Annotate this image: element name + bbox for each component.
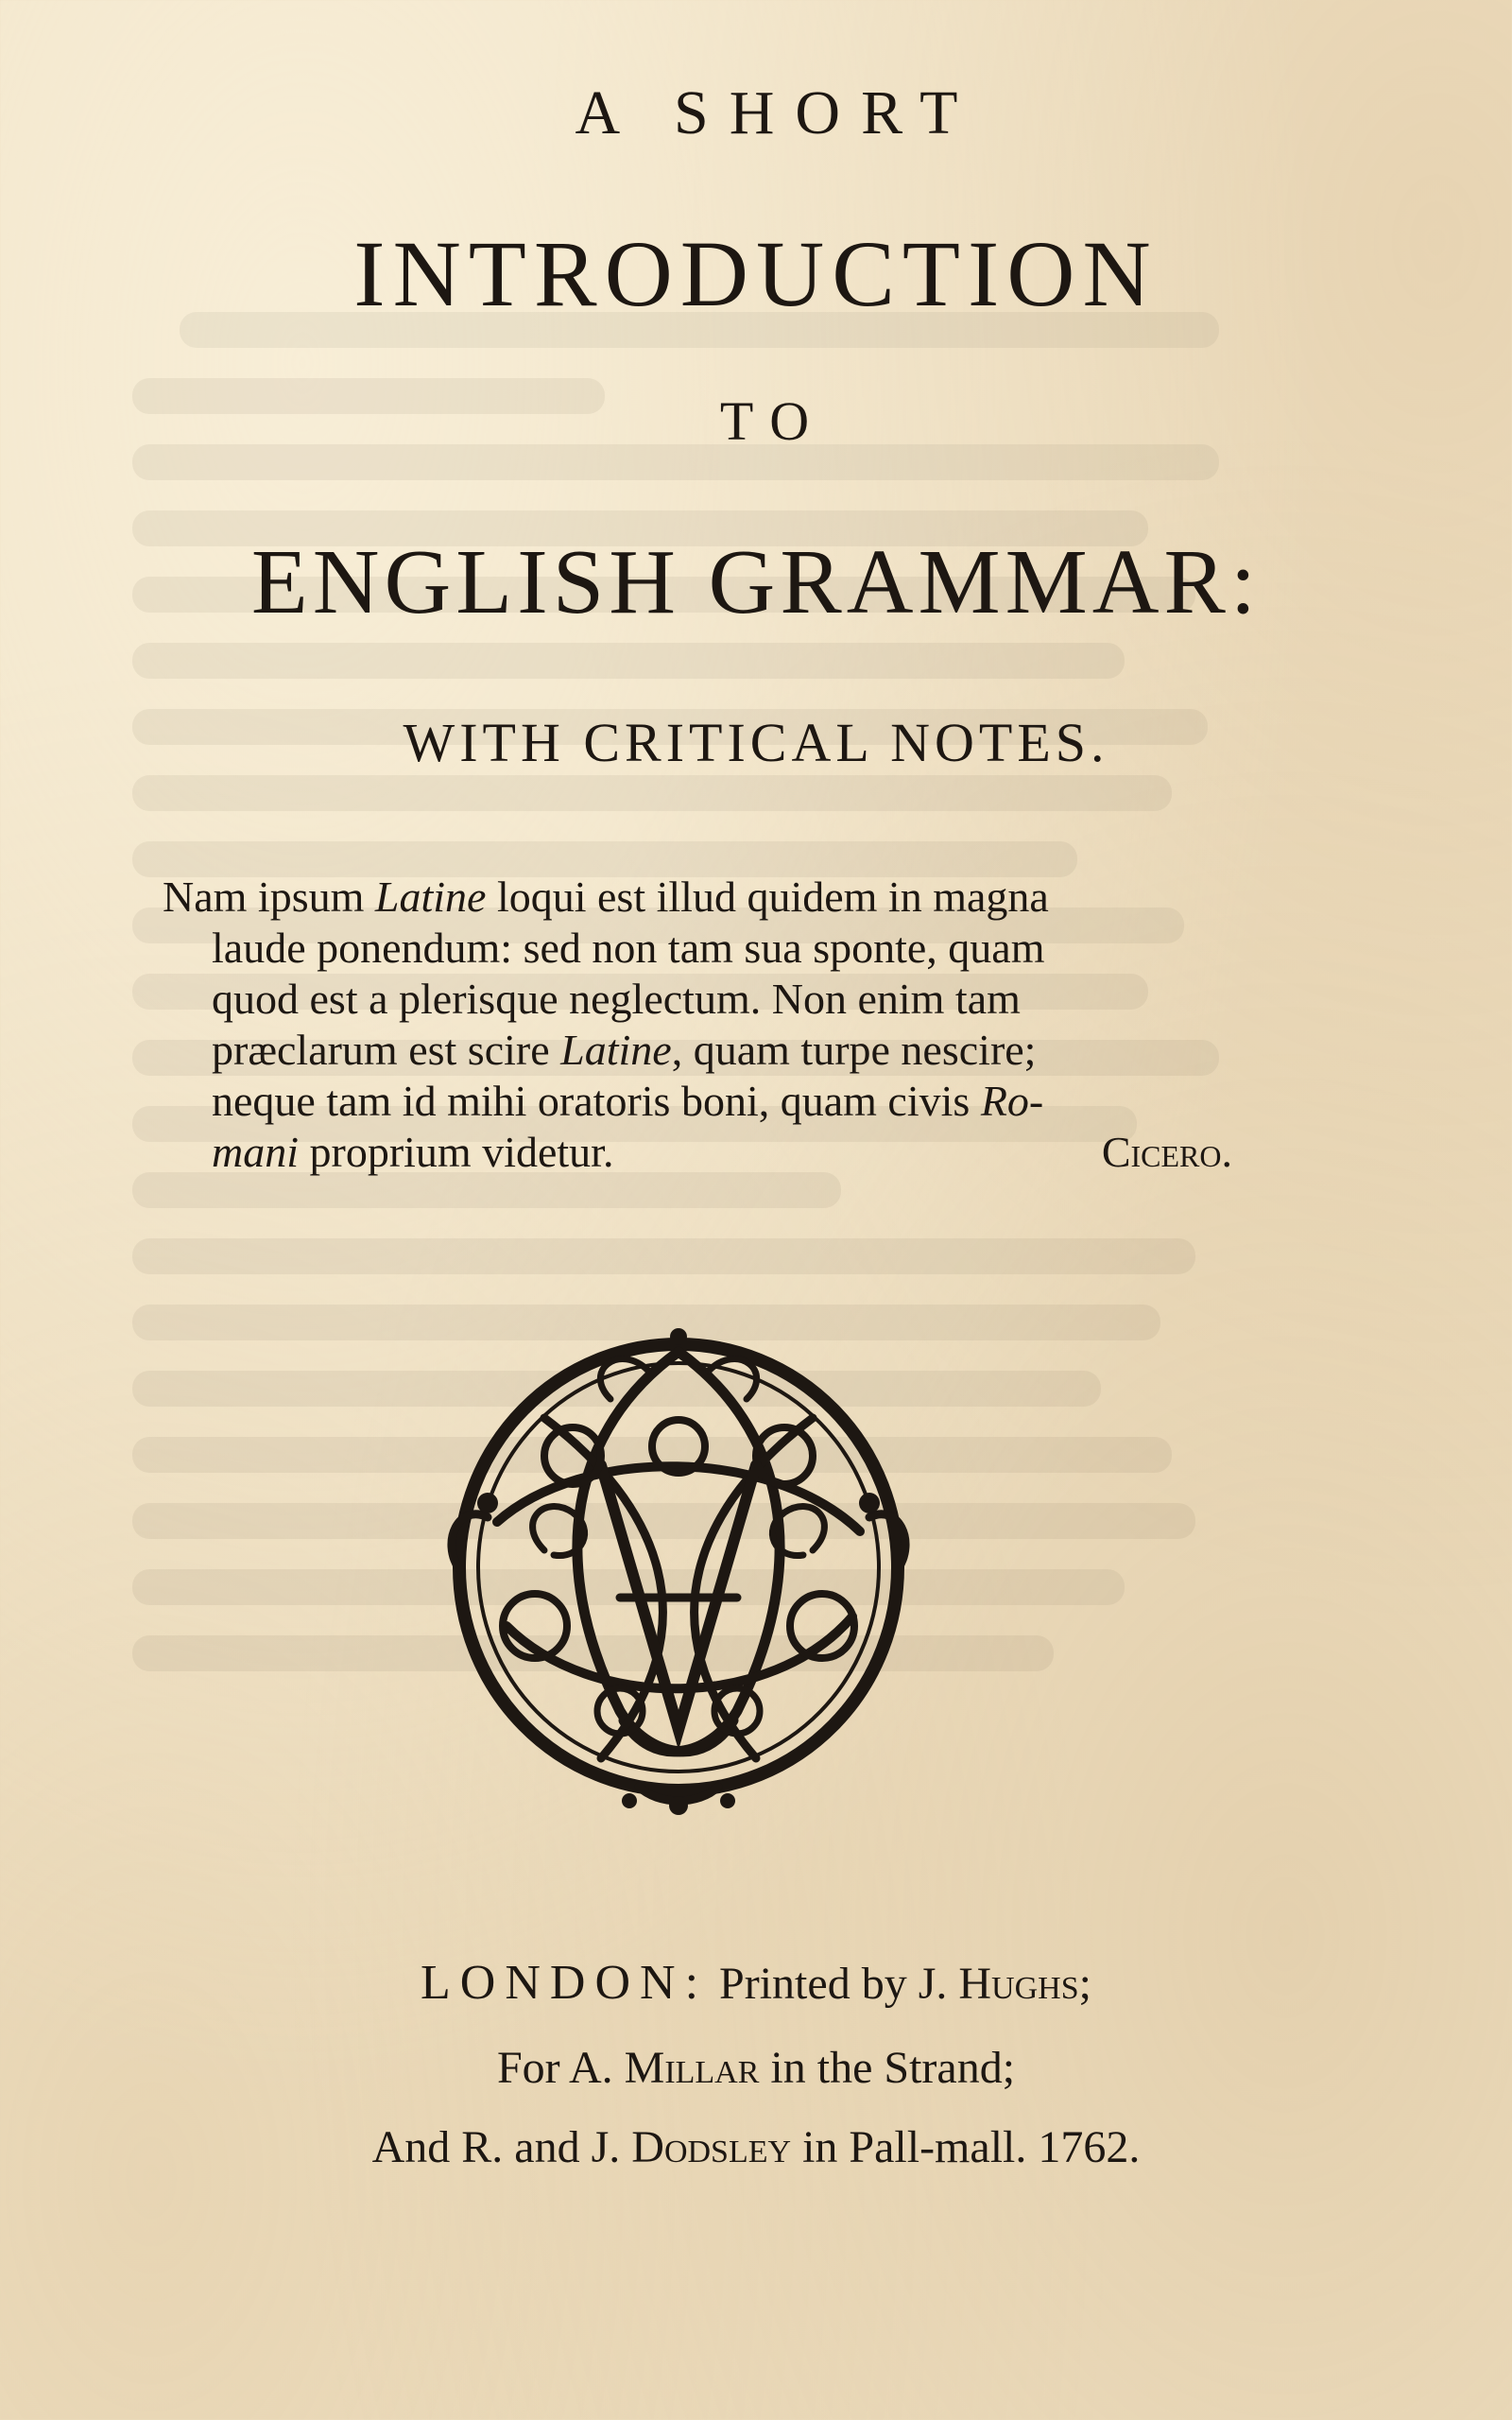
imprint-line-1: LONDON: Printed by J. Hughs; [421, 1956, 1091, 2010]
title-line-to: TO [719, 390, 827, 452]
title-line-a-short: A SHORT [575, 78, 979, 147]
title-line-introduction: INTRODUCTION [353, 221, 1159, 326]
title-line-english-grammar: ENGLISH GRAMMAR: [250, 531, 1262, 633]
epigraph-line-2: laude ponendum: sed non tam sua sponte, quam [212, 924, 1045, 972]
epigraph-line-1: Nam ipsum Latine loqui est illud quidem in magna [163, 873, 1049, 921]
imprint-line-2: For A. Millar in the Strand; [496, 2043, 1016, 2093]
epigraph-line-5: neque tam id mihi oratoris boni, quam civis Ro- [212, 1077, 1044, 1125]
subtitle-critical-notes: WITH CRITICAL NOTES. [403, 712, 1109, 773]
latin-epigraph [163, 872, 1240, 1178]
interlaced-monogram-ornament-icon [431, 1314, 926, 1815]
imprint-line-3: And R. and J. Dodsley in Pall-mall. 1762. [371, 2122, 1141, 2172]
epigraph-line-3: quod est a plerisque neglectum. Non enim tam [212, 975, 1021, 1023]
epigraph-line-4: præclarum est scire Latine, quam turpe nescire; [212, 1026, 1037, 1074]
epigraph-attribution: Cicero. [1101, 1128, 1232, 1176]
epigraph-line-6: mani proprium videtur. Cicero. [212, 1128, 1232, 1176]
